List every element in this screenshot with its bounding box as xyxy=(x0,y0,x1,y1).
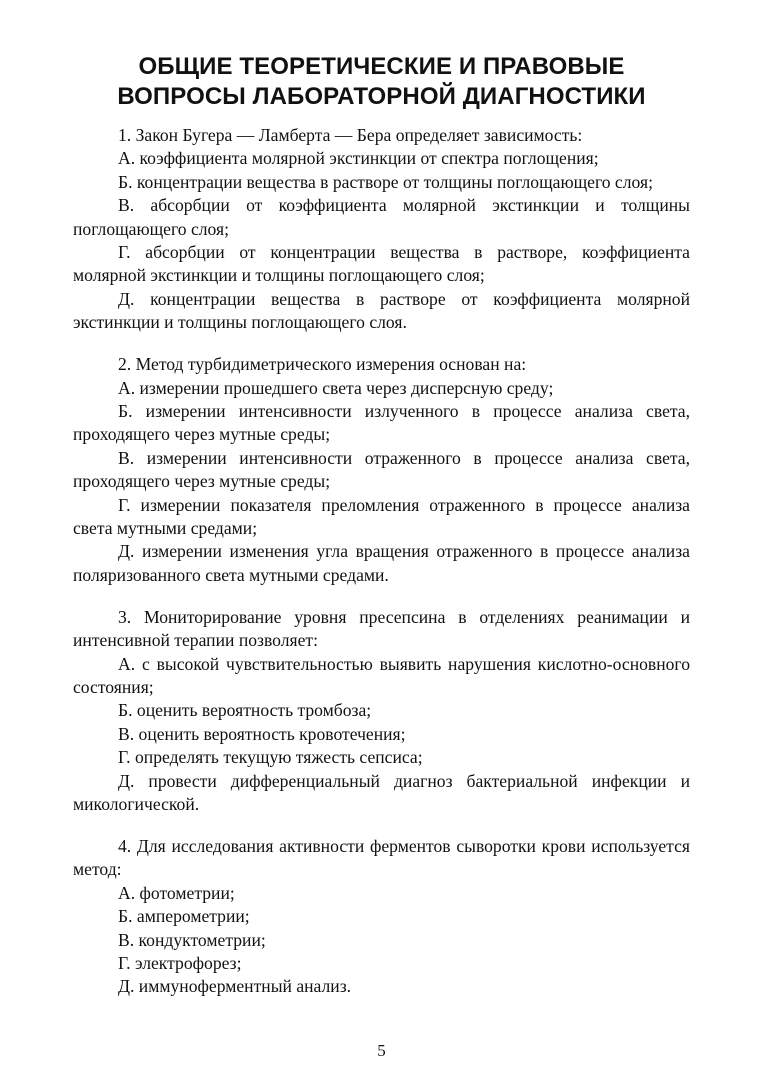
question-1 xyxy=(73,124,690,335)
question-2 xyxy=(73,353,690,587)
answer-option: В. кондуктометрии; xyxy=(118,929,266,950)
answer-option: А. измерении прошедшего света через дисперсную среду; xyxy=(118,377,554,398)
answer-option: Д. иммуноферментный анализ. xyxy=(118,976,352,997)
answer-option: Г. измерении показателя преломления отраженного в процессе анализа света мутными средами; xyxy=(73,494,690,538)
answer-option: Д. измерении изменения угла вращения отраженного в процессе анализа поляризованного света мутными средами. xyxy=(73,541,690,585)
answer-option: Б. измерении интенсивности излученного в процессе анализа света, проходящего через мутные среды; xyxy=(73,400,690,445)
page-title xyxy=(73,52,690,112)
answer-option: Г. определять текущую тяжесть сепсиса; xyxy=(118,747,423,768)
answer-option: В. измерении интенсивности отраженного в процессе анализа света, проходящего через мутные среды; xyxy=(73,447,690,492)
answer-option: Б. оценить вероятность тромбоза; xyxy=(118,700,372,721)
answer-option: Г. абсорбции от концентрации вещества в растворе, коэффициента молярной экстинкции и толщины поглощающего слоя; xyxy=(73,242,690,286)
answer-option: А. фотометрии; xyxy=(118,882,235,903)
answer-option: Д. концентрации вещества в растворе от коэффициента молярной экстинкции и толщины поглощающего слоя. xyxy=(73,288,690,333)
question-text: 3. Мониторирование уровня пресепсина в отделениях реанимации и интенсивной терапии позволяет: xyxy=(73,606,690,651)
question-3 xyxy=(73,606,690,817)
answer-option: А. коэффициента молярной экстинкции от спектра поглощения; xyxy=(118,148,599,169)
page-number: 5 xyxy=(377,1041,386,1060)
answer-option: В. абсорбции от коэффициента молярной экстинкции и толщины поглощающего слоя; xyxy=(73,195,690,239)
question-text: 4. Для исследования активности ферментов сыворотки крови используется метод: xyxy=(73,835,690,880)
answer-option: А. с высокой чувствительностью выявить нарушения кислотно-основного состояния; xyxy=(73,653,690,697)
answer-option: Б. амперометрии; xyxy=(118,906,250,927)
question-4 xyxy=(73,835,690,999)
answer-option: Б. концентрации вещества в растворе от толщины поглощающего слоя; xyxy=(118,171,653,192)
page-content xyxy=(73,52,690,1017)
answer-option: Д. провести дифференциальный диагноз бактериальной инфекции и микологической. xyxy=(73,770,690,814)
page-title-line-1: ОБЩИЕ ТЕОРЕТИЧЕСКИЕ И ПРАВОВЫЕ xyxy=(138,53,625,80)
answer-option: Г. электрофорез; xyxy=(118,952,242,973)
answer-option: В. оценить вероятность кровотечения; xyxy=(118,723,406,744)
page-title-line-2: ВОПРОСЫ ЛАБОРАТОРНОЙ ДИАГНОСТИКИ xyxy=(117,83,646,110)
question-text: 2. Метод турбидиметрического измерения основан на: xyxy=(118,354,527,375)
question-text: 1. Закон Бугера — Ламберта — Бера определяет зависимость: xyxy=(118,125,583,145)
